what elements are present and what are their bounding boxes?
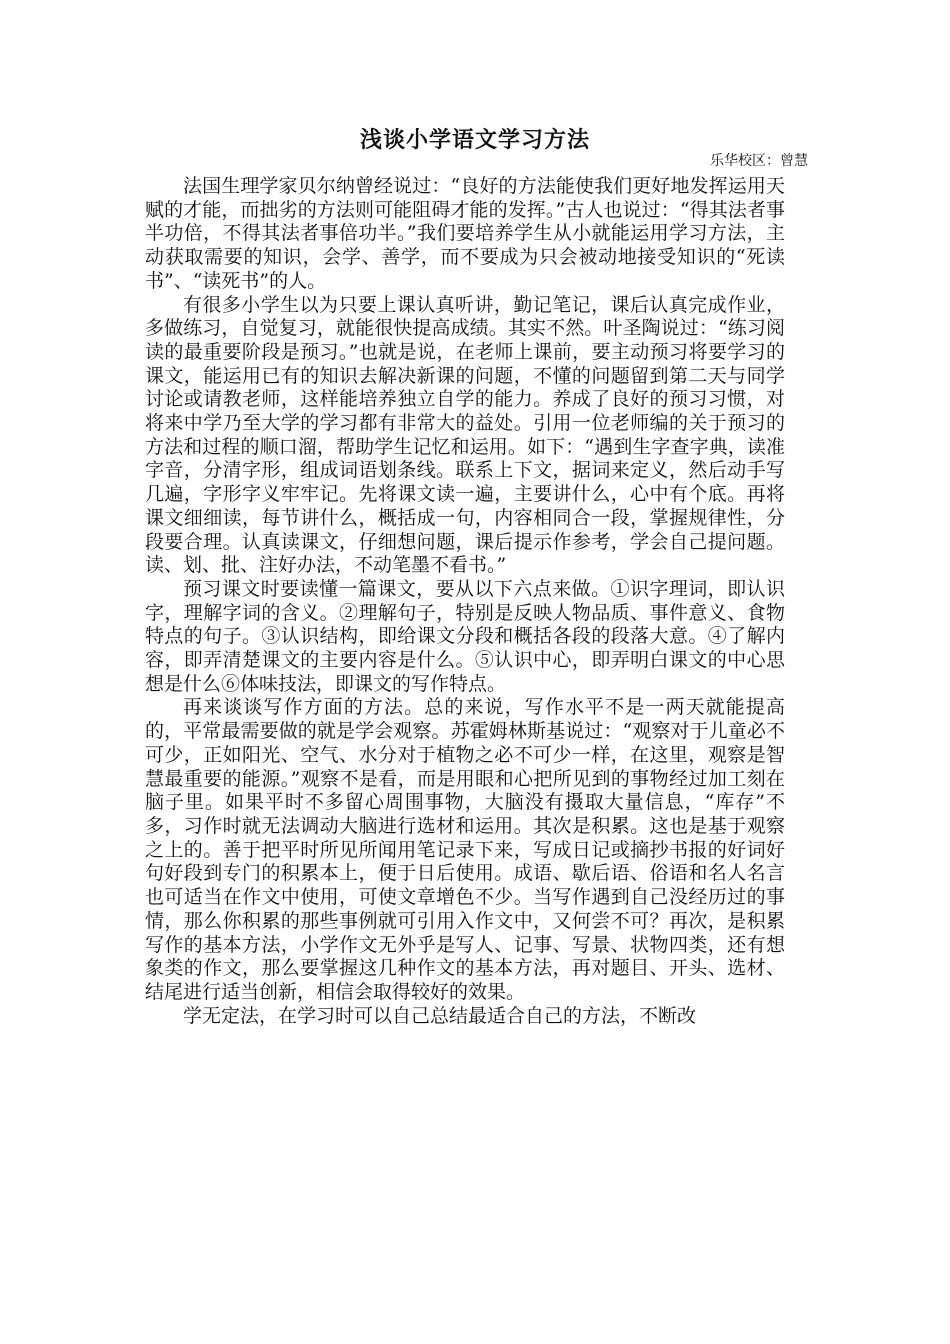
document-title: 浅谈小学语文学习方法: [359, 127, 590, 153]
paragraph-conclusion: 学无定法，在学习时可以自己总结最适合自己的方法，不断改: [183, 1004, 697, 1027]
paragraph-intro: 法国生理学家贝尔纳曾经说过：“良好的方法能使我们更好地发挥运用天赋的才能，而拙劣的方法则可能阻碍才能的发挥。”古人也说过：“得其法者事半功倍，不得其法者事倍功半。”我们要培养学生从小就能运用学习方法，主动获取需要的知识，会学、善学，而不要成为只会被动地接受知识的“死读书”、“读死书”的人。: [145, 175, 785, 292]
paragraph-writing: 再来谈谈写作方面的方法。总的来说，写作水平不是一两天就能提高的，平常最需要做的就是学会观察。苏霍姆林斯基说过：“观察对于儿童必不可少，正如阳光、空气、水分对于植物之必不可少一样，在这里，观察是智慧最重要的能源。”观察不是看，而是用眼和心把所见到的事物经过加工刻在脑子里。如果平时不多留心周围事物，大脑没有摄取大量信息，“库存”不多，习作时就无法调动大脑进行选材和运用。其次是积累。这也是基于观察之上的。善于把平时所见所闻用笔记录下来，写成日记或摘抄书报的好词好句好段到专门的积累本上，便于日后使用。成语、歇后语、俗语和名人名言也可适当在作文中使用，可使文章增色不少。当写作遇到自己没经历过的事情，那么你积累的那些事例就可引用入作文中，又何尝不可？再次，是积累写作的基本方法，小学作文无外乎是写人、记事、写景、状物四类，还有想象类的作文，那么要掌握这几种作文的基本方法，再对题目、开头、选材、结尾进行适当创新，相信会取得较好的效果。: [145, 696, 785, 1003]
document-body: [145, 175, 785, 1028]
author-line: 乐华校区：曾慧: [710, 153, 808, 169]
paragraph-six-points: 预习课文时要读懂一篇课文，要从以下六点来做。①识字理词，即认识字，理解字词的含义。②理解句子，特别是反映人物品质、事件意义、食物特点的句子。③认识结构，即给课文分段和概括各段的段落大意。④了解内容，即弄清楚课文的主要内容是什么。⑤认识中心，即弄明白课文的中心思想是什么⑥体味技法，即课文的写作特点。: [145, 577, 785, 695]
paragraph-preview: 有很多小学生以为只要上课认真听讲，勤记笔记，课后认真完成作业，多做练习，自觉复习，就能很快提高成绩。其实不然。叶圣陶说过：“练习阅读的最重要阶段是预习。”也就是说，在老师上课前，要主动预习将要学习的课文，能运用已有的知识去解决新课的问题，不懂的问题留到第二天与同学讨论或请教老师，这样能培养独立自学的能力。养成了良好的预习习惯，对将来中学乃至大学的学习都有非常大的益处。引用一位老师编的关于预习的方法和过程的顺口溜，帮助学生记忆和运用。如下：“遇到生字查字典，读准字音，分清字形，组成词语划条线。联系上下文，据词来定义，然后动手写几遍，字形字义牢牢记。先将课文读一遍，主要讲什么，心中有个底。再将课文细细读，每节讲什么，概括成一句，内容相同合一段，掌握规律性，分段要合理。认真读课文，仔细想问题，课后提示作参考，学会自己提问题。读、划、批、注好办法，不动笔墨不看书。”: [145, 293, 785, 577]
